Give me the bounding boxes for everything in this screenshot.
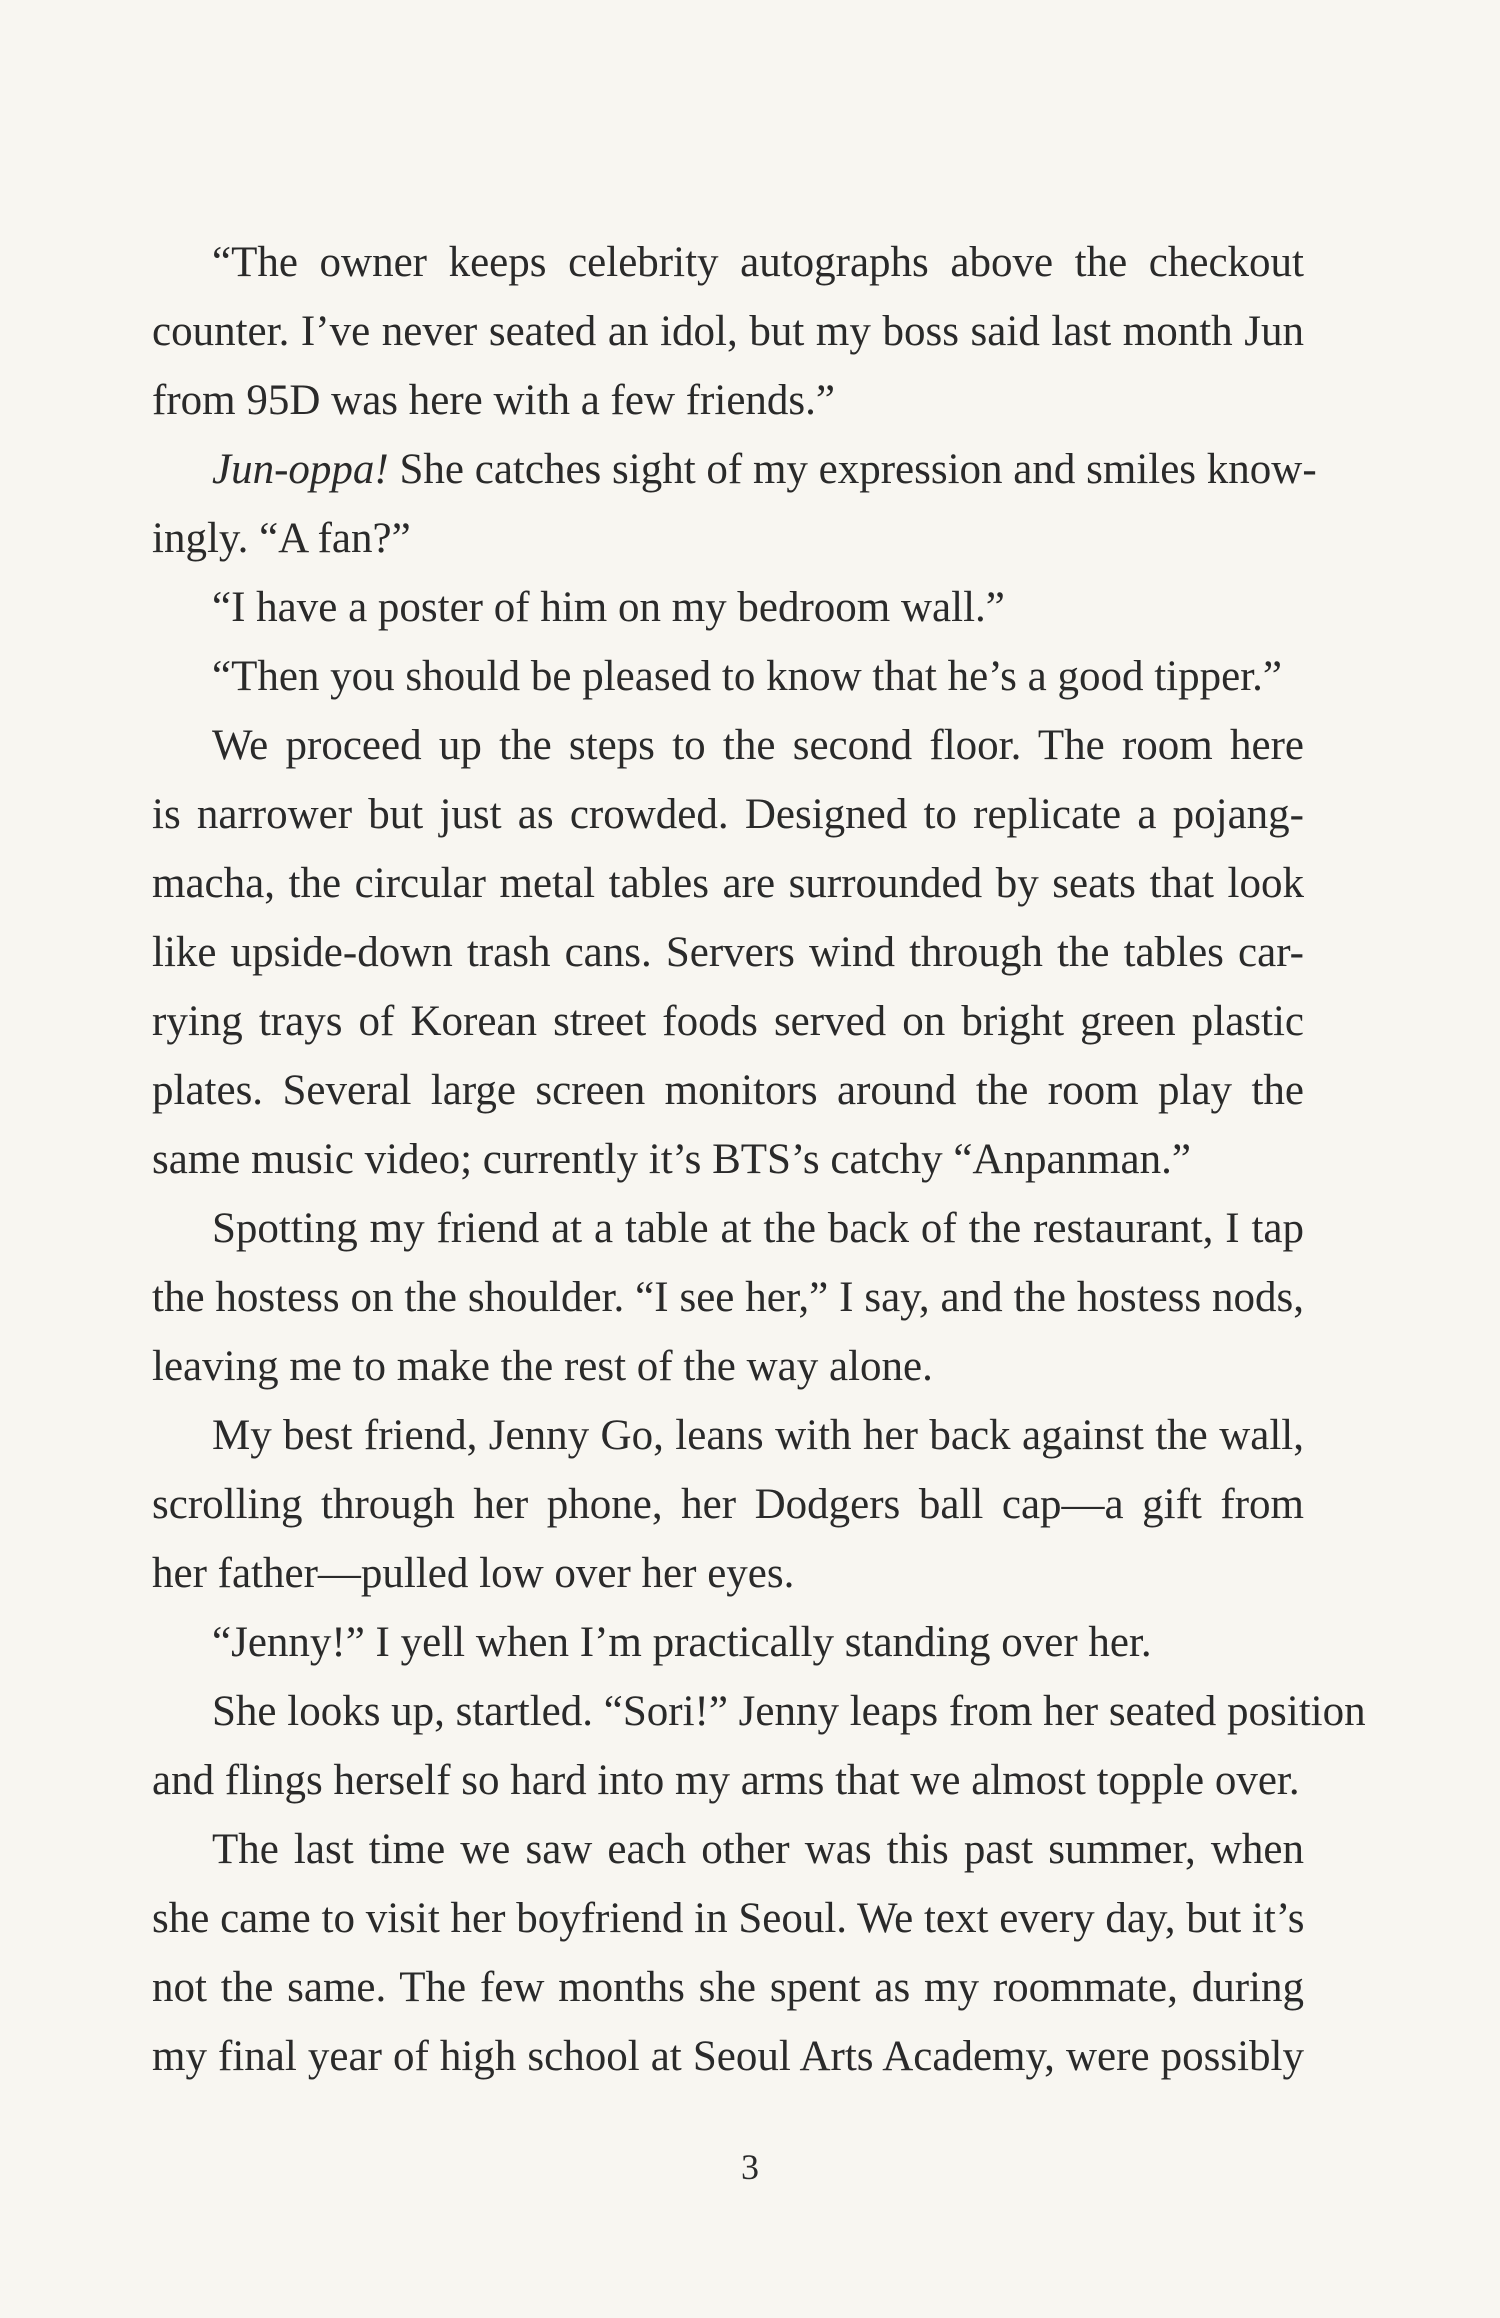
line-text: scrolling through her phone, her Dodgers ball cap—a gift from	[152, 1481, 1304, 1528]
text-line	[152, 1470, 1304, 1539]
line-text: plates. Several large screen monitors around the room play the	[152, 1067, 1304, 1114]
line-text: her father—pulled low over her eyes.	[152, 1550, 795, 1597]
line-text: my final year of high school at Seoul Arts Academy, were possibly	[152, 2033, 1304, 2080]
line-text: macha, the circular metal tables are surrounded by seats that look	[152, 860, 1304, 907]
line-text: she came to visit her boyfriend in Seoul. We text every day, but it’s	[152, 1895, 1305, 1942]
text-line	[152, 849, 1304, 918]
text-line	[152, 918, 1304, 987]
line-text: rying trays of Korean street foods served on bright green plastic	[152, 998, 1304, 1045]
text-line	[152, 1056, 1304, 1125]
line-text: The last time we saw each other was this past summer, when	[212, 1826, 1304, 1873]
text-line	[152, 642, 1304, 711]
line-text: “Jenny!” I yell when I’m practically standing over her.	[212, 1619, 1152, 1666]
text-line	[152, 573, 1304, 642]
line-text: “The owner keeps celebrity autographs above the checkout	[212, 239, 1304, 286]
text-line	[152, 228, 1304, 297]
text-line	[152, 1194, 1304, 1263]
text-line	[152, 1401, 1304, 1470]
line-text: My best friend, Jenny Go, leans with her back against the wall,	[212, 1412, 1304, 1459]
line-text: leaving me to make the rest of the way alone.	[152, 1343, 933, 1390]
line-text: “I have a poster of him on my bedroom wall.”	[212, 584, 1005, 631]
text-line	[152, 435, 1317, 504]
text-line	[152, 1746, 1304, 1815]
text-line	[152, 297, 1304, 366]
line-text: and flings herself so hard into my arms that we almost topple over.	[152, 1757, 1300, 1804]
text-line	[152, 1125, 1304, 1194]
text-line	[152, 1332, 1304, 1401]
line-text: Spotting my friend at a table at the back of the restaurant, I tap	[212, 1205, 1304, 1252]
body-text	[152, 228, 1366, 2091]
text-line	[152, 1884, 1304, 1953]
text-line	[152, 1539, 1304, 1608]
line-text: not the same. The few months she spent as my roommate, during	[152, 1964, 1304, 2011]
text-line	[152, 987, 1304, 1056]
text-line	[152, 1677, 1366, 1746]
line-text: counter. I’ve never seated an idol, but my boss said last month Jun	[152, 308, 1304, 355]
text-line	[152, 504, 1304, 573]
text-line	[152, 1953, 1304, 2022]
text-line	[152, 1608, 1304, 1677]
line-text: the hostess on the shoulder. “I see her,” I say, and the hostess nods,	[152, 1274, 1304, 1321]
text-line	[152, 1815, 1304, 1884]
text-line	[152, 780, 1304, 849]
line-text: “Then you should be pleased to know that he’s a good tipper.”	[212, 653, 1282, 700]
line-text: like upside-down trash cans. Servers wind through the tables car-	[152, 929, 1304, 976]
line-text: same music video; currently it’s BTS’s catchy “Anpanman.”	[152, 1136, 1191, 1183]
text-line	[152, 366, 1304, 435]
text-line	[152, 1263, 1304, 1332]
line-text: We proceed up the steps to the second floor. The room here	[212, 722, 1304, 769]
line-text: from 95D was here with a few friends.”	[152, 377, 835, 424]
text-line	[152, 711, 1304, 780]
line-text: She looks up, startled. “Sori!” Jenny leaps from her seated position	[212, 1688, 1366, 1735]
line-text: ingly. “A fan?”	[152, 515, 411, 562]
page-number: 3	[741, 2147, 759, 2187]
line-text: She catches sight of my expression and smiles know-	[388, 446, 1317, 493]
italic-text: Jun-oppa!	[212, 446, 389, 493]
text-line	[152, 2022, 1304, 2091]
line-text: is narrower but just as crowded. Designed to replicate a pojang-	[152, 791, 1304, 838]
